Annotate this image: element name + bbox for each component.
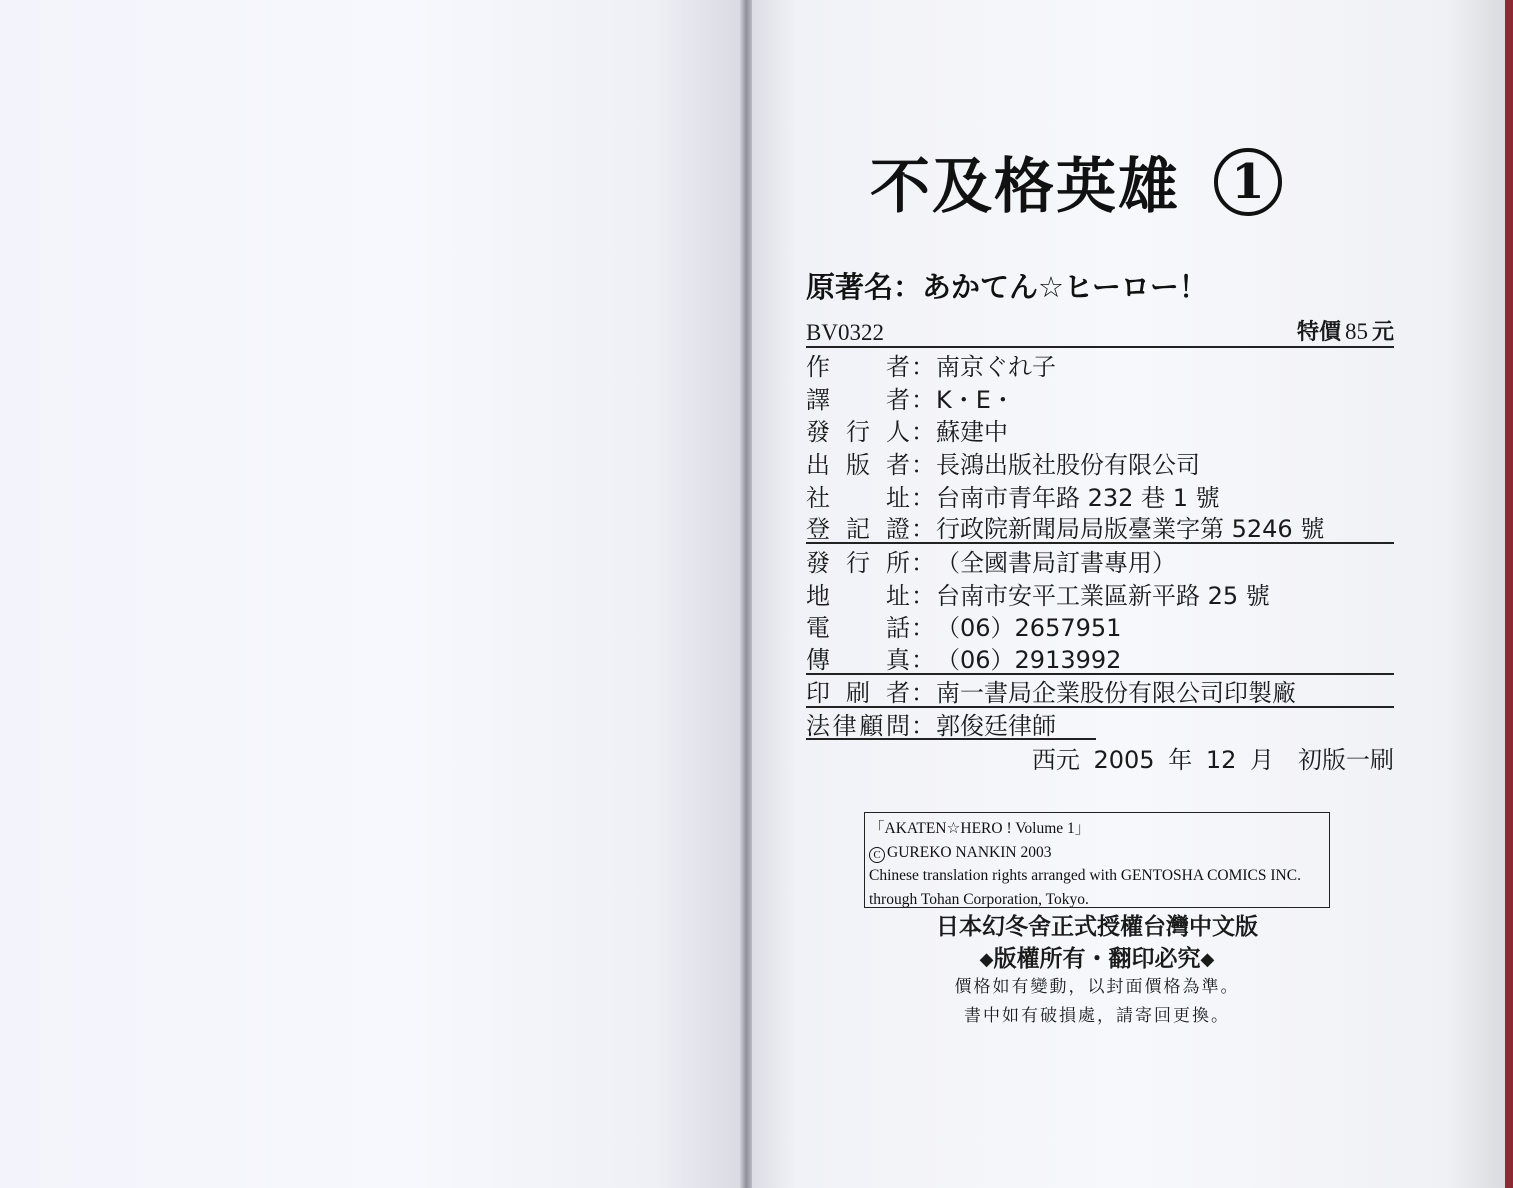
colophon-value: 台南市青年路 232 巷 1 號	[936, 483, 1220, 512]
colophon-label-char: 證	[886, 515, 910, 544]
colophon-label-char: 發	[806, 418, 830, 447]
damage-return-note: 書中如有破損處，請寄回更換。	[964, 1006, 1230, 1026]
colophon-row	[806, 511, 1394, 544]
colophon-row	[806, 577, 1394, 610]
scan-edge	[1505, 0, 1513, 1188]
copyright-symbol: C	[869, 847, 885, 863]
colophon-label-char: 者	[886, 352, 910, 381]
colophon-value: （全國書局訂書專用）	[936, 548, 1176, 577]
colophon-label-char: 刷	[846, 678, 870, 707]
colophon-label	[806, 445, 910, 480]
colophon-label-char: 記	[846, 515, 870, 544]
colophon-label-char: 人	[886, 418, 910, 447]
original-title-row	[806, 262, 1208, 308]
colophon-colon: ：	[911, 483, 935, 512]
book-title: 不及格英雄	[870, 152, 1180, 222]
colophon-colon: ：	[911, 646, 935, 675]
colophon-label-char: 版	[846, 450, 870, 479]
colophon-label-char: 顧	[859, 712, 884, 741]
colophon-label	[806, 640, 910, 675]
colophon-value: 蘇建中	[936, 418, 1008, 447]
colophon-row	[806, 381, 1394, 414]
print-date: 西元 2005 年 12 月 初版一刷	[1031, 745, 1394, 774]
colophon-row	[806, 446, 1394, 479]
copyright-title: 「AKATEN☆HERO ! Volume 1」	[869, 820, 1091, 837]
colophon-label-char: 作	[806, 352, 830, 381]
colophon-colon: ：	[911, 614, 935, 643]
colophon-row	[806, 413, 1394, 446]
colophon-label-char: 行	[846, 418, 870, 447]
rights-reserved	[864, 942, 1330, 977]
colophon-label-char: 社	[806, 483, 830, 512]
colophon-list	[806, 348, 1394, 740]
colophon-label-char: 行	[846, 548, 870, 577]
agency-line: through Tohan Corporation, Tokyo.	[869, 890, 1089, 908]
colophon-label-char: 傳	[806, 646, 830, 675]
price-value: 85	[1344, 319, 1368, 344]
colophon-label-char: 發	[806, 548, 830, 577]
colophon-row	[806, 544, 1394, 577]
colophon-colon: ：	[911, 581, 935, 610]
colophon-colon: ：	[911, 418, 935, 447]
colophon-row	[806, 675, 1394, 708]
translation-rights: Chinese translation rights arranged with GENTOSHA COMICS INC.	[869, 867, 1301, 884]
price-unit: 元	[1371, 320, 1394, 345]
volume-number-badge: 1	[1214, 148, 1282, 216]
colophon-row	[806, 348, 1394, 381]
colophon-label-char: 律	[832, 712, 857, 741]
price-change-note: 價格如有變動，以封面價格為準。	[954, 977, 1240, 997]
colophon-row	[806, 479, 1394, 512]
colophon-value: （06）2913992	[936, 646, 1122, 675]
colophon-label-char: 法	[806, 712, 830, 741]
original-title-label: 原著名：	[806, 269, 923, 304]
diamond-left-icon: ◆	[979, 949, 994, 970]
colophon-label-char: 者	[886, 678, 910, 707]
colophon-label	[806, 478, 910, 513]
colophon-colon: ：	[911, 712, 935, 741]
colophon-colon: ：	[911, 678, 935, 707]
colophon-label-char: 者	[886, 450, 910, 479]
price-label: 特價	[1296, 320, 1341, 345]
colophon-row	[806, 610, 1394, 643]
colophon-row	[806, 708, 1394, 741]
colophon-label	[806, 380, 910, 415]
colophon-value: 行政院新聞局局版臺業字第 5246 號	[936, 515, 1325, 544]
colophon-label-char: 登	[806, 515, 830, 544]
colophon-label	[806, 673, 910, 708]
colophon-label	[806, 706, 910, 741]
copyright-holder-line	[869, 841, 1325, 865]
colophon-label-char: 者	[886, 385, 910, 414]
blank-left-page	[0, 0, 745, 1188]
book-code: BV0322	[806, 320, 884, 345]
colophon-label-char: 問	[885, 712, 910, 741]
code-price-row	[806, 314, 1394, 348]
colophon-label-char: 印	[806, 678, 830, 707]
colophon-label-char: 址	[886, 483, 910, 512]
colophon-label	[806, 412, 910, 447]
colophon-label-char: 址	[886, 581, 910, 610]
colophon-label-char: 譯	[806, 385, 830, 414]
copyright-notice-box	[864, 812, 1330, 908]
colophon-value: 台南市安平工業區新平路 25 號	[936, 581, 1270, 610]
colophon-value: （06）2657951	[936, 614, 1122, 643]
colophon-label-char: 地	[806, 581, 830, 610]
colophon-label-char: 出	[806, 450, 830, 479]
colophon-value: K・E・	[936, 385, 1015, 414]
colophon-label-char: 電	[806, 614, 830, 643]
colophon-label-char: 話	[886, 614, 910, 643]
special-price	[1297, 315, 1394, 346]
colophon-colon: ：	[911, 515, 935, 544]
colophon-label	[806, 347, 910, 382]
colophon-value: 郭俊廷律師	[936, 712, 1056, 741]
colophon-label-char: 真	[886, 646, 910, 675]
diamond-right-icon: ◆	[1200, 949, 1215, 970]
colophon-label	[806, 509, 910, 544]
colophon-value: 南一書局企業股份有限公司印製廠	[936, 678, 1296, 707]
colophon-value: 南京ぐれ子	[936, 352, 1056, 381]
colophon-colon: ：	[911, 548, 935, 577]
authorized-edition: 日本幻冬舍正式授權台灣中文版	[936, 914, 1258, 940]
colophon-label	[806, 576, 910, 611]
colophon-label	[806, 608, 910, 643]
original-title: あかてん☆ヒーロー！	[922, 269, 1208, 304]
colophon-colon: ：	[911, 450, 935, 479]
colophon-colon: ：	[911, 385, 935, 414]
colophon-row	[806, 642, 1394, 675]
colophon-value: 長鴻出版社股份有限公司	[936, 450, 1200, 479]
rights-text: 版權所有・翻印必究	[993, 946, 1201, 972]
colophon-colon: ：	[911, 352, 935, 381]
book-title-row	[870, 142, 1350, 222]
colophon-label	[806, 543, 910, 578]
colophon-label-char: 所	[886, 548, 910, 577]
copyright-holder: GUREKO NANKIN 2003	[887, 843, 1052, 861]
